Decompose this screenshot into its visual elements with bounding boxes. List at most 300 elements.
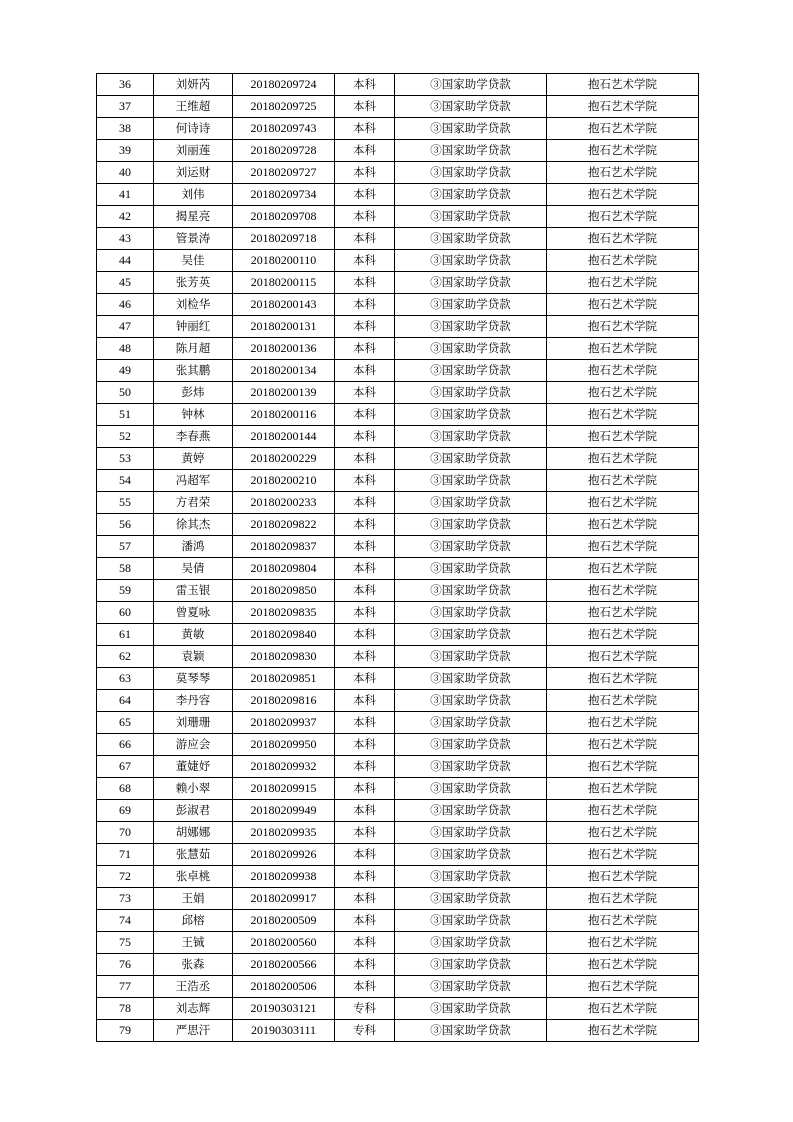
college-cell: 抱石艺术学院: [547, 206, 699, 228]
student-id-cell: 20180200210: [233, 470, 335, 492]
aid-type-cell: ③国家助学贷款: [395, 184, 547, 206]
aid-type-cell: ③国家助学贷款: [395, 74, 547, 96]
student-name-cell: 王维超: [154, 96, 233, 118]
table-row: [97, 184, 699, 206]
education-level-cell: 本科: [335, 250, 395, 272]
student-name-cell: 钟林: [154, 404, 233, 426]
college-cell: 抱石艺术学院: [547, 646, 699, 668]
aid-type-cell: ③国家助学贷款: [395, 844, 547, 866]
row-number-cell: 70: [97, 822, 154, 844]
college-cell: 抱石艺术学院: [547, 228, 699, 250]
education-level-cell: 本科: [335, 712, 395, 734]
table-body: [97, 74, 699, 1042]
college-cell: 抱石艺术学院: [547, 382, 699, 404]
college-cell: 抱石艺术学院: [547, 140, 699, 162]
table-row: [97, 382, 699, 404]
row-number-cell: 79: [97, 1020, 154, 1042]
table-row: [97, 800, 699, 822]
student-name-cell: 刘志辉: [154, 998, 233, 1020]
student-id-cell: 20180209850: [233, 580, 335, 602]
table-row: [97, 580, 699, 602]
student-name-cell: 刘珊珊: [154, 712, 233, 734]
aid-type-cell: ③国家助学贷款: [395, 272, 547, 294]
education-level-cell: 本科: [335, 624, 395, 646]
student-id-cell: 20180209950: [233, 734, 335, 756]
aid-type-cell: ③国家助学贷款: [395, 360, 547, 382]
student-name-cell: 彭炜: [154, 382, 233, 404]
aid-type-cell: ③国家助学贷款: [395, 800, 547, 822]
education-level-cell: 本科: [335, 382, 395, 404]
row-number-cell: 61: [97, 624, 154, 646]
college-cell: 抱石艺术学院: [547, 536, 699, 558]
student-id-cell: 20180209932: [233, 756, 335, 778]
student-id-cell: 20180200560: [233, 932, 335, 954]
student-name-cell: 何诗诗: [154, 118, 233, 140]
education-level-cell: 本科: [335, 822, 395, 844]
table-row: [97, 514, 699, 536]
education-level-cell: 专科: [335, 998, 395, 1020]
student-id-cell: 20180200115: [233, 272, 335, 294]
student-name-cell: 张其鹏: [154, 360, 233, 382]
student-id-cell: 20180200144: [233, 426, 335, 448]
student-id-cell: 20180200566: [233, 954, 335, 976]
student-id-cell: 20180209917: [233, 888, 335, 910]
aid-type-cell: ③国家助学贷款: [395, 382, 547, 404]
college-cell: 抱石艺术学院: [547, 800, 699, 822]
education-level-cell: 本科: [335, 492, 395, 514]
aid-type-cell: ③国家助学贷款: [395, 426, 547, 448]
table-row: [97, 778, 699, 800]
row-number-cell: 52: [97, 426, 154, 448]
student-name-cell: 张芳英: [154, 272, 233, 294]
aid-type-cell: ③国家助学贷款: [395, 976, 547, 998]
table-row: [97, 822, 699, 844]
student-id-cell: 20180200134: [233, 360, 335, 382]
college-cell: 抱石艺术学院: [547, 778, 699, 800]
student-name-cell: 王娟: [154, 888, 233, 910]
student-id-cell: 20180200229: [233, 448, 335, 470]
table-row: [97, 668, 699, 690]
row-number-cell: 56: [97, 514, 154, 536]
student-name-cell: 刘丽莲: [154, 140, 233, 162]
student-id-cell: 20180209835: [233, 602, 335, 624]
education-level-cell: 本科: [335, 184, 395, 206]
student-name-cell: 冯超军: [154, 470, 233, 492]
education-level-cell: 本科: [335, 558, 395, 580]
aid-type-cell: ③国家助学贷款: [395, 338, 547, 360]
student-id-cell: 20180209937: [233, 712, 335, 734]
college-cell: 抱石艺术学院: [547, 118, 699, 140]
student-name-cell: 张慧茹: [154, 844, 233, 866]
row-number-cell: 50: [97, 382, 154, 404]
row-number-cell: 71: [97, 844, 154, 866]
aid-type-cell: ③国家助学贷款: [395, 448, 547, 470]
student-id-cell: 20180209938: [233, 866, 335, 888]
table-row: [97, 272, 699, 294]
aid-type-cell: ③国家助学贷款: [395, 580, 547, 602]
aid-type-cell: ③国家助学贷款: [395, 866, 547, 888]
row-number-cell: 78: [97, 998, 154, 1020]
student-name-cell: 李春燕: [154, 426, 233, 448]
student-id-cell: 20180209830: [233, 646, 335, 668]
aid-type-cell: ③国家助学贷款: [395, 1020, 547, 1042]
row-number-cell: 53: [97, 448, 154, 470]
education-level-cell: 本科: [335, 536, 395, 558]
table-row: [97, 932, 699, 954]
student-id-cell: 20190303111: [233, 1020, 335, 1042]
education-level-cell: 本科: [335, 162, 395, 184]
aid-type-cell: ③国家助学贷款: [395, 734, 547, 756]
table-row: [97, 316, 699, 338]
row-number-cell: 54: [97, 470, 154, 492]
row-number-cell: 67: [97, 756, 154, 778]
table-row: [97, 646, 699, 668]
college-cell: 抱石艺术学院: [547, 888, 699, 910]
table-row: [97, 866, 699, 888]
table-row: [97, 228, 699, 250]
education-level-cell: 本科: [335, 844, 395, 866]
table-row: [97, 558, 699, 580]
student-id-cell: 20180209935: [233, 822, 335, 844]
college-cell: 抱石艺术学院: [547, 932, 699, 954]
student-id-cell: 20180209724: [233, 74, 335, 96]
college-cell: 抱石艺术学院: [547, 690, 699, 712]
education-level-cell: 本科: [335, 360, 395, 382]
student-name-cell: 李丹容: [154, 690, 233, 712]
education-level-cell: 本科: [335, 690, 395, 712]
education-level-cell: 本科: [335, 778, 395, 800]
row-number-cell: 62: [97, 646, 154, 668]
education-level-cell: 本科: [335, 118, 395, 140]
student-id-cell: 20180200131: [233, 316, 335, 338]
education-level-cell: 本科: [335, 756, 395, 778]
row-number-cell: 48: [97, 338, 154, 360]
education-level-cell: 本科: [335, 668, 395, 690]
row-number-cell: 74: [97, 910, 154, 932]
student-name-cell: 吴倩: [154, 558, 233, 580]
table-row: [97, 162, 699, 184]
student-name-cell: 黄敏: [154, 624, 233, 646]
student-id-cell: 20180209708: [233, 206, 335, 228]
table-row: [97, 470, 699, 492]
education-level-cell: 本科: [335, 74, 395, 96]
student-name-cell: 曾夏咏: [154, 602, 233, 624]
row-number-cell: 68: [97, 778, 154, 800]
education-level-cell: 本科: [335, 140, 395, 162]
row-number-cell: 76: [97, 954, 154, 976]
aid-type-cell: ③国家助学贷款: [395, 888, 547, 910]
table-row: [97, 602, 699, 624]
education-level-cell: 本科: [335, 976, 395, 998]
education-level-cell: 本科: [335, 954, 395, 976]
row-number-cell: 59: [97, 580, 154, 602]
college-cell: 抱石艺术学院: [547, 976, 699, 998]
table-row: [97, 448, 699, 470]
aid-type-cell: ③国家助学贷款: [395, 646, 547, 668]
student-name-cell: 彭淑君: [154, 800, 233, 822]
aid-type-cell: ③国家助学贷款: [395, 954, 547, 976]
table-row: [97, 624, 699, 646]
education-level-cell: 本科: [335, 646, 395, 668]
student-name-cell: 胡娜娜: [154, 822, 233, 844]
student-name-cell: 莫琴琴: [154, 668, 233, 690]
student-id-cell: 20180209804: [233, 558, 335, 580]
college-cell: 抱石艺术学院: [547, 558, 699, 580]
college-cell: 抱石艺术学院: [547, 470, 699, 492]
student-id-cell: 20180209727: [233, 162, 335, 184]
student-id-cell: 20180200509: [233, 910, 335, 932]
table-row: [97, 690, 699, 712]
aid-type-cell: ③国家助学贷款: [395, 536, 547, 558]
row-number-cell: 47: [97, 316, 154, 338]
education-level-cell: 本科: [335, 426, 395, 448]
education-level-cell: 本科: [335, 734, 395, 756]
student-id-cell: 20180209851: [233, 668, 335, 690]
college-cell: 抱石艺术学院: [547, 998, 699, 1020]
table-row: [97, 206, 699, 228]
college-cell: 抱石艺术学院: [547, 184, 699, 206]
education-level-cell: 本科: [335, 448, 395, 470]
education-level-cell: 本科: [335, 910, 395, 932]
student-name-cell: 刘妍芮: [154, 74, 233, 96]
table-row: [97, 426, 699, 448]
row-number-cell: 36: [97, 74, 154, 96]
student-id-cell: 20180200506: [233, 976, 335, 998]
college-cell: 抱石艺术学院: [547, 756, 699, 778]
college-cell: 抱石艺术学院: [547, 338, 699, 360]
row-number-cell: 46: [97, 294, 154, 316]
aid-type-cell: ③国家助学贷款: [395, 998, 547, 1020]
row-number-cell: 63: [97, 668, 154, 690]
row-number-cell: 64: [97, 690, 154, 712]
aid-type-cell: ③国家助学贷款: [395, 932, 547, 954]
student-name-cell: 王铖: [154, 932, 233, 954]
college-cell: 抱石艺术学院: [547, 294, 699, 316]
college-cell: 抱石艺术学院: [547, 866, 699, 888]
table-row: [97, 118, 699, 140]
table-row: [97, 96, 699, 118]
aid-type-cell: ③国家助学贷款: [395, 404, 547, 426]
college-cell: 抱石艺术学院: [547, 910, 699, 932]
row-number-cell: 57: [97, 536, 154, 558]
aid-type-cell: ③国家助学贷款: [395, 118, 547, 140]
student-name-cell: 刘运财: [154, 162, 233, 184]
student-name-cell: 黄婷: [154, 448, 233, 470]
education-level-cell: 本科: [335, 294, 395, 316]
aid-type-cell: ③国家助学贷款: [395, 492, 547, 514]
student-id-cell: 20180209728: [233, 140, 335, 162]
student-name-cell: 潘鸿: [154, 536, 233, 558]
college-cell: 抱石艺术学院: [547, 272, 699, 294]
education-level-cell: 本科: [335, 800, 395, 822]
row-number-cell: 39: [97, 140, 154, 162]
row-number-cell: 41: [97, 184, 154, 206]
aid-type-cell: ③国家助学贷款: [395, 162, 547, 184]
college-cell: 抱石艺术学院: [547, 74, 699, 96]
student-name-cell: 赖小翠: [154, 778, 233, 800]
table-row: [97, 1020, 699, 1042]
aid-type-cell: ③国家助学贷款: [395, 910, 547, 932]
row-number-cell: 40: [97, 162, 154, 184]
student-name-cell: 揭星亮: [154, 206, 233, 228]
student-id-cell: 20180200233: [233, 492, 335, 514]
aid-type-cell: ③国家助学贷款: [395, 778, 547, 800]
education-level-cell: 本科: [335, 228, 395, 250]
row-number-cell: 37: [97, 96, 154, 118]
student-id-cell: 20180209915: [233, 778, 335, 800]
aid-type-cell: ③国家助学贷款: [395, 316, 547, 338]
student-id-cell: 20180200136: [233, 338, 335, 360]
student-name-cell: 张卓桃: [154, 866, 233, 888]
student-id-cell: 20180200116: [233, 404, 335, 426]
row-number-cell: 75: [97, 932, 154, 954]
college-cell: 抱石艺术学院: [547, 1020, 699, 1042]
row-number-cell: 42: [97, 206, 154, 228]
row-number-cell: 73: [97, 888, 154, 910]
student-name-cell: 王浩丞: [154, 976, 233, 998]
student-id-cell: 20180209926: [233, 844, 335, 866]
student-id-cell: 20180209949: [233, 800, 335, 822]
college-cell: 抱石艺术学院: [547, 492, 699, 514]
table-row: [97, 338, 699, 360]
aid-type-cell: ③国家助学贷款: [395, 228, 547, 250]
row-number-cell: 69: [97, 800, 154, 822]
aid-type-cell: ③国家助学贷款: [395, 96, 547, 118]
student-id-cell: 20180200110: [233, 250, 335, 272]
table-row: [97, 910, 699, 932]
student-id-cell: 20180200143: [233, 294, 335, 316]
table-row: [97, 74, 699, 96]
student-name-cell: 邱榕: [154, 910, 233, 932]
table-row: [97, 976, 699, 998]
row-number-cell: 51: [97, 404, 154, 426]
education-level-cell: 本科: [335, 514, 395, 536]
student-name-cell: 刘检华: [154, 294, 233, 316]
aid-type-cell: ③国家助学贷款: [395, 140, 547, 162]
table-row: [97, 140, 699, 162]
aid-type-cell: ③国家助学贷款: [395, 624, 547, 646]
table-row: [97, 360, 699, 382]
table-row: [97, 712, 699, 734]
student-name-cell: 刘伟: [154, 184, 233, 206]
college-cell: 抱石艺术学院: [547, 316, 699, 338]
aid-type-cell: ③国家助学贷款: [395, 470, 547, 492]
table-row: [97, 734, 699, 756]
student-name-cell: 张森: [154, 954, 233, 976]
student-name-cell: 董婕妤: [154, 756, 233, 778]
table-row: [97, 954, 699, 976]
table-row: [97, 294, 699, 316]
row-number-cell: 60: [97, 602, 154, 624]
college-cell: 抱石艺术学院: [547, 734, 699, 756]
education-level-cell: 本科: [335, 272, 395, 294]
row-number-cell: 66: [97, 734, 154, 756]
student-name-cell: 游应会: [154, 734, 233, 756]
aid-type-cell: ③国家助学贷款: [395, 514, 547, 536]
college-cell: 抱石艺术学院: [547, 250, 699, 272]
student-id-cell: 20180209837: [233, 536, 335, 558]
table-row: [97, 844, 699, 866]
aid-type-cell: ③国家助学贷款: [395, 690, 547, 712]
aid-type-cell: ③国家助学贷款: [395, 206, 547, 228]
college-cell: 抱石艺术学院: [547, 96, 699, 118]
college-cell: 抱石艺术学院: [547, 844, 699, 866]
college-cell: 抱石艺术学院: [547, 668, 699, 690]
aid-type-cell: ③国家助学贷款: [395, 822, 547, 844]
college-cell: 抱石艺术学院: [547, 162, 699, 184]
row-number-cell: 77: [97, 976, 154, 998]
college-cell: 抱石艺术学院: [547, 822, 699, 844]
education-level-cell: 本科: [335, 316, 395, 338]
aid-type-cell: ③国家助学贷款: [395, 756, 547, 778]
education-level-cell: 本科: [335, 888, 395, 910]
education-level-cell: 本科: [335, 470, 395, 492]
student-id-cell: 20180209734: [233, 184, 335, 206]
student-name-cell: 吴佳: [154, 250, 233, 272]
table-row: [97, 756, 699, 778]
education-level-cell: 专科: [335, 1020, 395, 1042]
table-row: [97, 250, 699, 272]
education-level-cell: 本科: [335, 602, 395, 624]
education-level-cell: 本科: [335, 404, 395, 426]
row-number-cell: 45: [97, 272, 154, 294]
row-number-cell: 44: [97, 250, 154, 272]
student-id-cell: 20180209743: [233, 118, 335, 140]
student-name-cell: 钟丽红: [154, 316, 233, 338]
table-row: [97, 888, 699, 910]
aid-type-cell: ③国家助学贷款: [395, 558, 547, 580]
student-name-cell: 徐其杰: [154, 514, 233, 536]
table-row: [97, 492, 699, 514]
college-cell: 抱石艺术学院: [547, 404, 699, 426]
education-level-cell: 本科: [335, 866, 395, 888]
row-number-cell: 49: [97, 360, 154, 382]
aid-type-cell: ③国家助学贷款: [395, 602, 547, 624]
college-cell: 抱石艺术学院: [547, 360, 699, 382]
student-id-cell: 20180209725: [233, 96, 335, 118]
student-id-cell: 20180209840: [233, 624, 335, 646]
row-number-cell: 58: [97, 558, 154, 580]
education-level-cell: 本科: [335, 932, 395, 954]
college-cell: 抱石艺术学院: [547, 602, 699, 624]
table-row: [97, 404, 699, 426]
table-row: [97, 998, 699, 1020]
student-name-cell: 雷玉银: [154, 580, 233, 602]
student-id-cell: 20180209816: [233, 690, 335, 712]
aid-type-cell: ③国家助学贷款: [395, 250, 547, 272]
row-number-cell: 65: [97, 712, 154, 734]
student-name-cell: 严思汗: [154, 1020, 233, 1042]
aid-type-cell: ③国家助学贷款: [395, 668, 547, 690]
college-cell: 抱石艺术学院: [547, 426, 699, 448]
row-number-cell: 43: [97, 228, 154, 250]
student-id-cell: 20180209718: [233, 228, 335, 250]
row-number-cell: 72: [97, 866, 154, 888]
college-cell: 抱石艺术学院: [547, 514, 699, 536]
education-level-cell: 本科: [335, 206, 395, 228]
student-name-cell: 方君荣: [154, 492, 233, 514]
college-cell: 抱石艺术学院: [547, 448, 699, 470]
education-level-cell: 本科: [335, 338, 395, 360]
aid-type-cell: ③国家助学贷款: [395, 294, 547, 316]
row-number-cell: 38: [97, 118, 154, 140]
education-level-cell: 本科: [335, 96, 395, 118]
student-id-cell: 20180209822: [233, 514, 335, 536]
student-name-cell: 管景涛: [154, 228, 233, 250]
college-cell: 抱石艺术学院: [547, 580, 699, 602]
college-cell: 抱石艺术学院: [547, 712, 699, 734]
college-cell: 抱石艺术学院: [547, 954, 699, 976]
